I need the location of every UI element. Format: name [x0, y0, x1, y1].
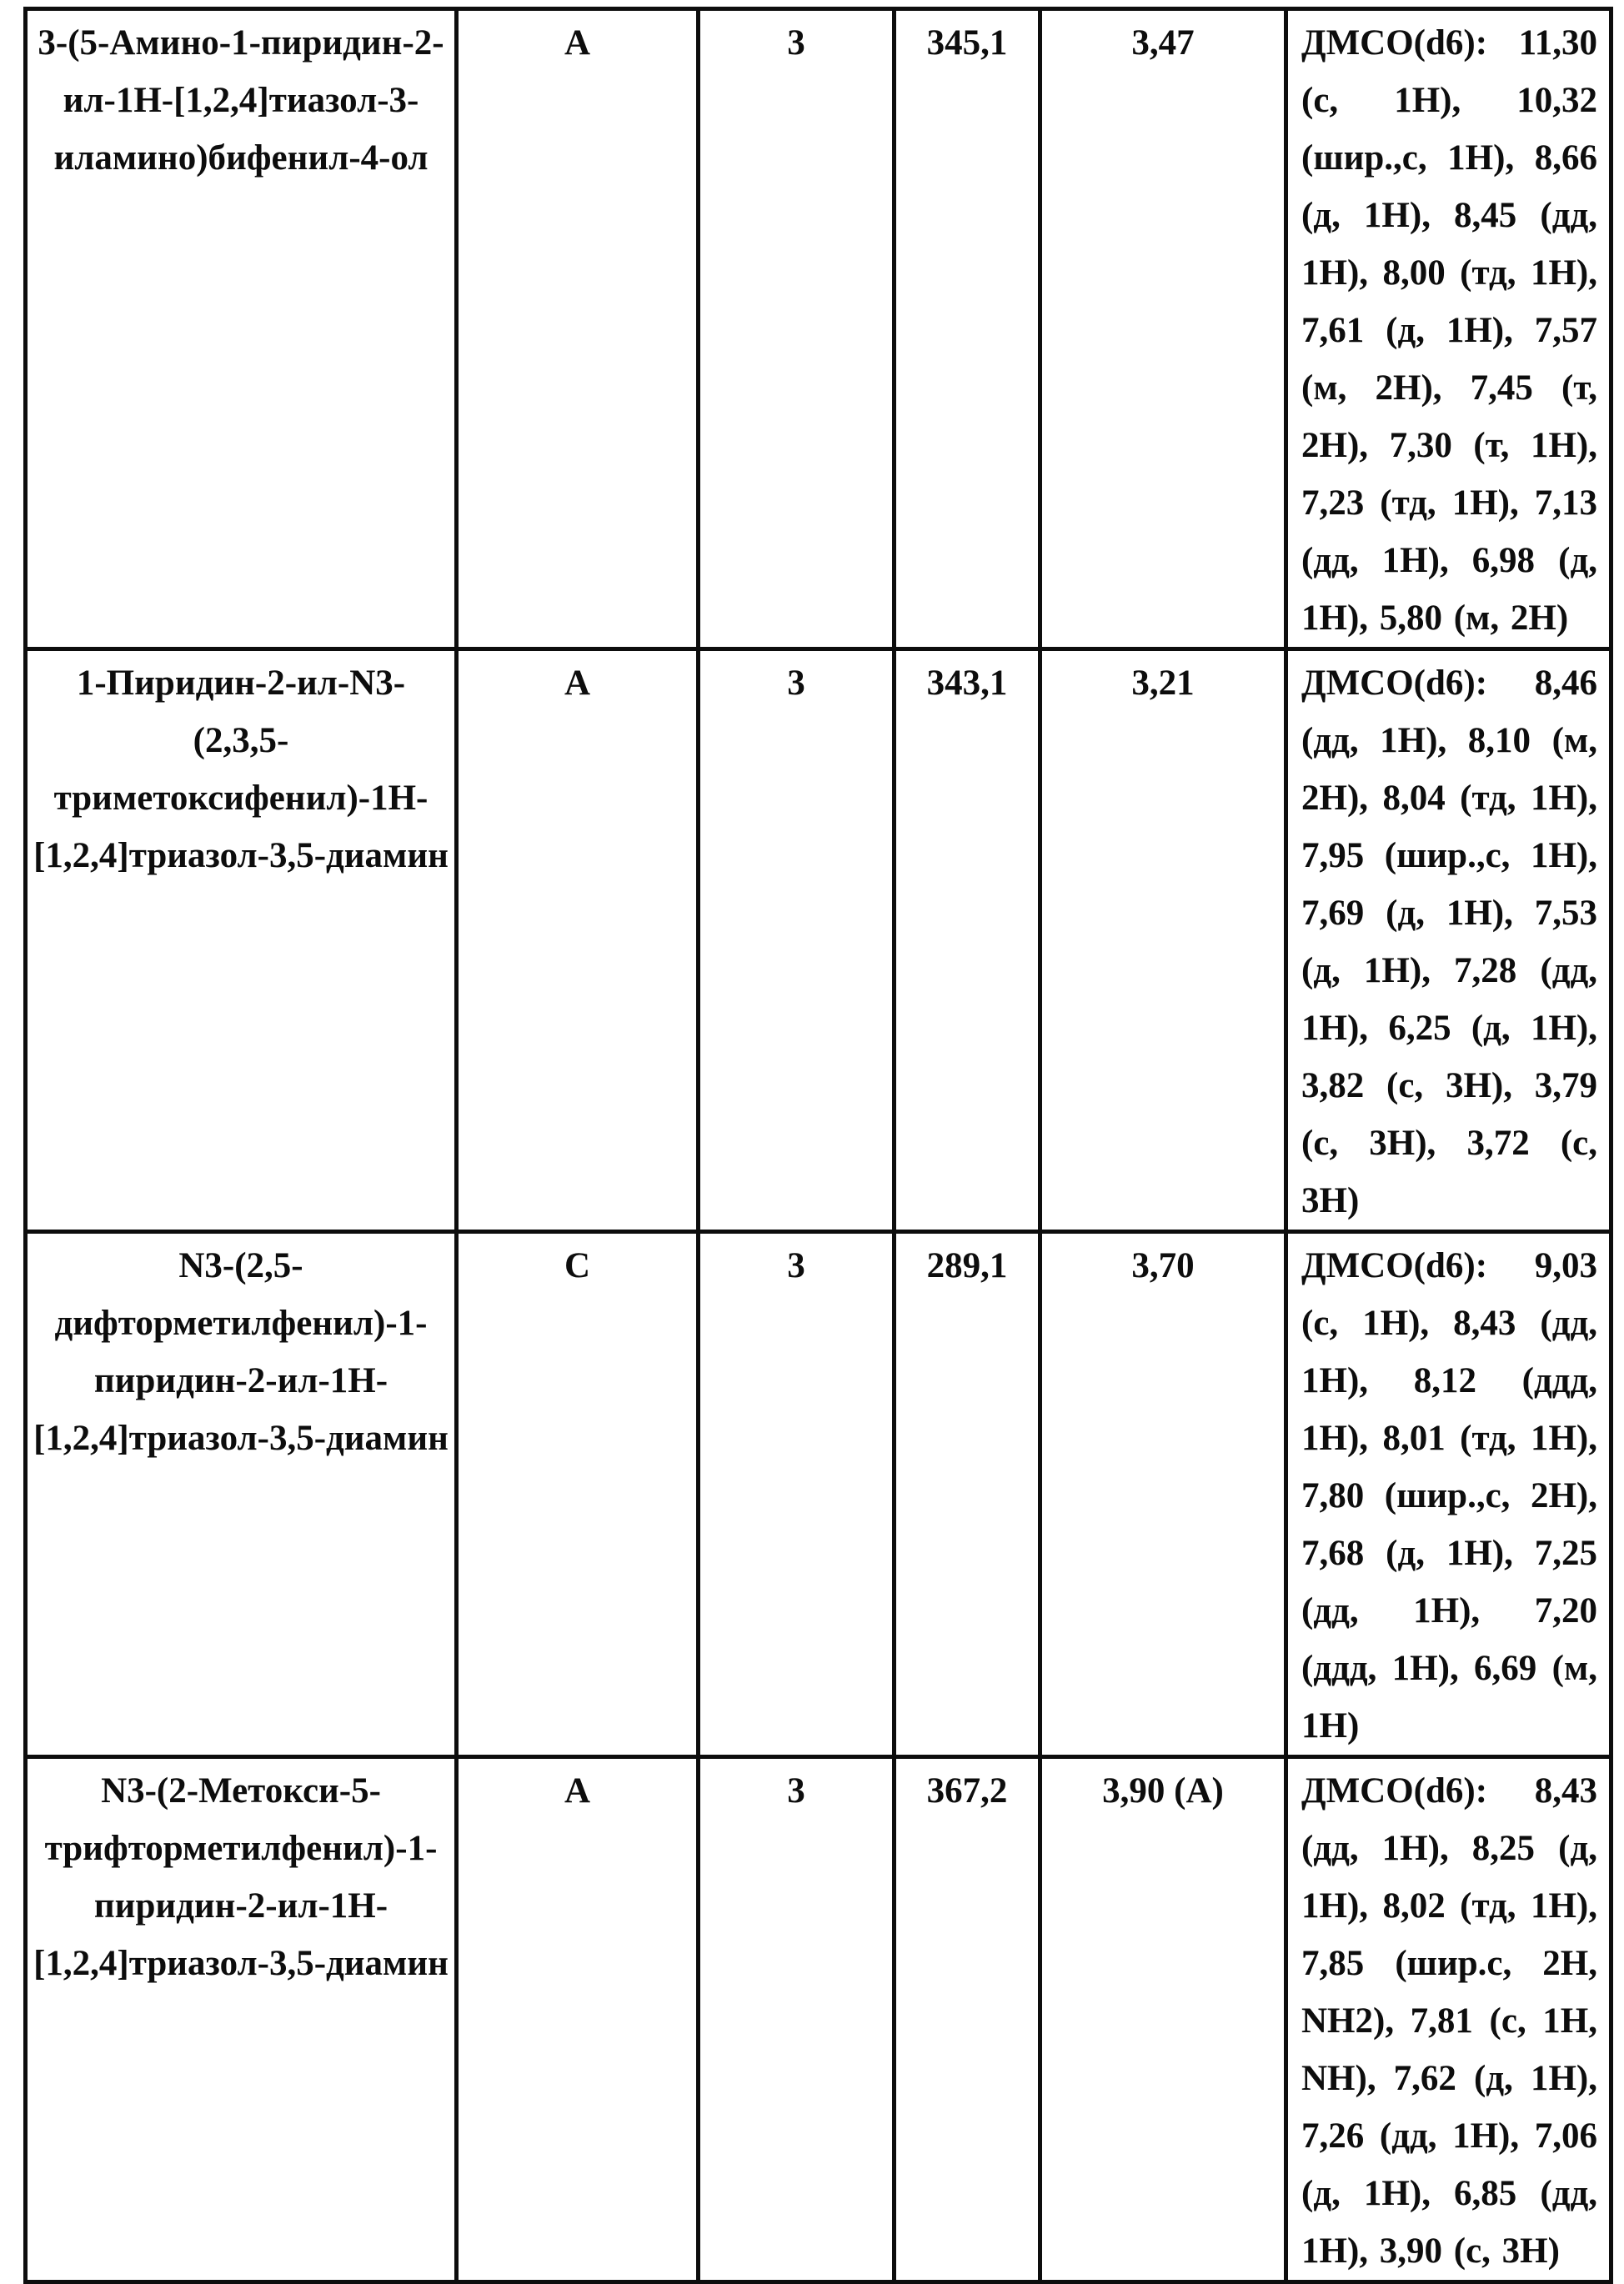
retention-cell: 3,70 [1040, 1232, 1286, 1757]
compound-name-cell: N3-(2-Метокси-5- трифторметилфенил)-1- пиридин-2-ил-1Н- [1,2,4]триазол-3,5-диамин [26, 1757, 457, 2282]
retention-cell: 3,90 (A) [1040, 1757, 1286, 2282]
nmr-cell: ДМСО(d6): 8,43 (дд, 1Н), 8,25 (д, 1Н), 8,02 (тд, 1Н), 7,85 (шир.с, 2Н, NH2), 7,81 (с, 1Н, NH), 7,62 (д, 1Н), 7,26 (дд, 1Н), 7,06 (д, 1Н), 6,85 (дд, 1Н), 3,90 (с, 3Н) [1286, 1757, 1611, 2282]
method-cell: A [457, 9, 699, 649]
method-cell: C [457, 1232, 699, 1757]
mass-cell: 289,1 [895, 1232, 1040, 1757]
mass-cell: 343,1 [895, 649, 1040, 1232]
mass-cell: 367,2 [895, 1757, 1040, 2282]
example-cell: 3 [699, 1757, 895, 2282]
example-cell: 3 [699, 649, 895, 1232]
retention-cell: 3,47 [1040, 9, 1286, 649]
example-cell: 3 [699, 1232, 895, 1757]
mass-cell: 345,1 [895, 9, 1040, 649]
compound-table [23, 7, 1613, 2284]
nmr-cell: ДМСО(d6): 9,03 (с, 1Н), 8,43 (дд, 1Н), 8,12 (ддд, 1Н), 8,01 (тд, 1Н), 7,80 (шир.,с, 2Н), 7,68 (д, 1Н), 7,25 (дд, 1Н), 7,20 (ддд, 1Н), 6,69 (м, 1Н) [1286, 1232, 1611, 1757]
compound-name-cell: 1-Пиридин-2-ил-N3-(2,3,5- триметоксифенил)-1Н- [1,2,4]триазол-3,5-диамин [26, 649, 457, 1232]
compound-name-cell: N3-(2,5- дифторметилфенил)-1- пиридин-2-ил-1Н- [1,2,4]триазол-3,5-диамин [26, 1232, 457, 1757]
example-cell: 3 [699, 9, 895, 649]
method-cell: A [457, 1757, 699, 2282]
table-row [26, 649, 1611, 1232]
nmr-cell: ДМСО(d6): 8,46 (дд, 1Н), 8,10 (м, 2Н), 8,04 (тд, 1Н), 7,95 (шир.,с, 1Н), 7,69 (д, 1Н), 7,53 (д, 1Н), 7,28 (дд, 1Н), 6,25 (д, 1Н), 3,82 (с, 3Н), 3,79 (с, 3Н), 3,72 (с, 3Н) [1286, 649, 1611, 1232]
retention-cell: 3,21 [1040, 649, 1286, 1232]
table-row [26, 9, 1611, 649]
table-row [26, 1757, 1611, 2282]
nmr-cell: ДМСО(d6): 11,30 (с, 1Н), 10,32 (шир.,с, 1Н), 8,66 (д, 1Н), 8,45 (дд, 1Н), 8,00 (тд, 1Н), 7,61 (д, 1Н), 7,57 (м, 2Н), 7,45 (т, 2Н), 7,30 (т, 1Н), 7,23 (тд, 1Н), 7,13 (дд, 1Н), 6,98 (д, 1Н), 5,80 (м, 2Н) [1286, 9, 1611, 649]
method-cell: A [457, 649, 699, 1232]
table-row [26, 1232, 1611, 1757]
compound-name-cell: 3-(5-Амино-1-пиридин-2- ил-1Н-[1,2,4]тиазол-3- иламино)бифенил-4-ол [26, 9, 457, 649]
